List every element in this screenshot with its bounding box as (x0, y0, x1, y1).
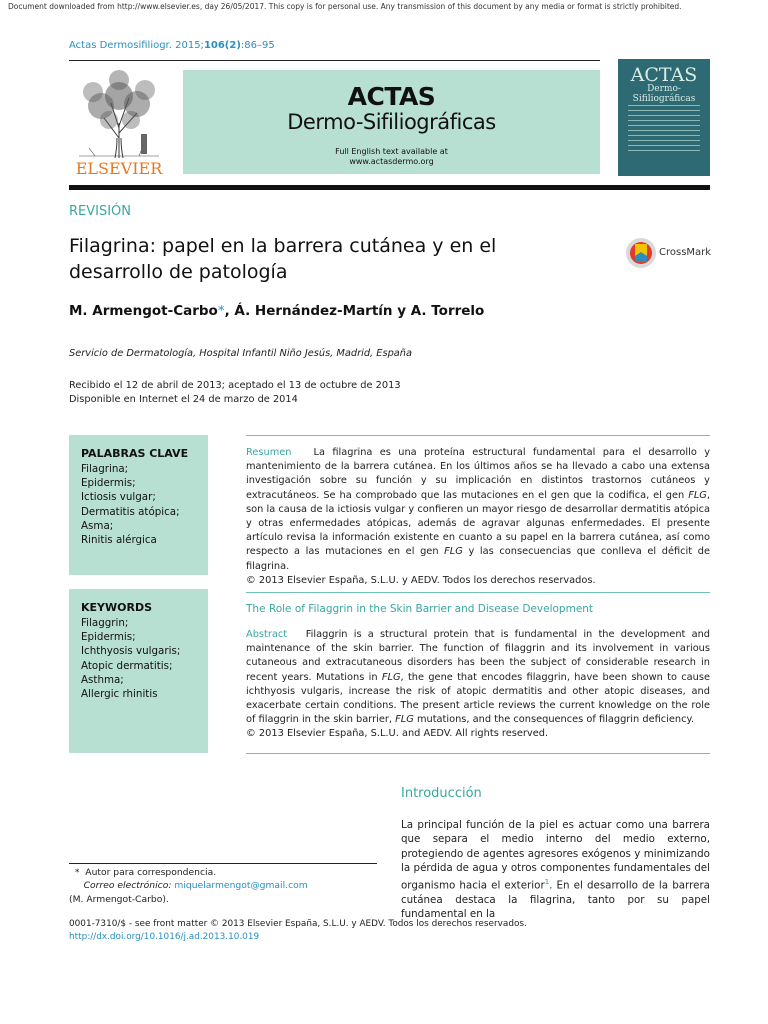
gene-name: FLG (444, 546, 463, 558)
masthead-title-dermo: Dermo-Sifiliográficas (287, 110, 496, 134)
crossmark-label: CrossMark (659, 247, 712, 258)
keyword-item: Rinitis alérgica (81, 534, 157, 547)
journal-citation[interactable] (69, 40, 275, 51)
keyword-item: Filagrina; (81, 463, 129, 475)
english-title: The Role of Filaggrin in the Skin Barrier and Disease Development (246, 603, 594, 615)
footnote-author-name: (M. Armengot-Carbo). (69, 893, 169, 905)
article-title: Filagrina: papel en la barrera cutánea y en el desarrollo de patología (69, 235, 497, 283)
crossmark-badge[interactable] (625, 236, 720, 270)
resumen-bottom-rule (246, 592, 710, 593)
footnote-rule (69, 863, 377, 864)
online-date: Disponible en Internet el 24 de marzo de 2014 (69, 394, 298, 405)
english-note-url[interactable]: www.actasdermo.org (349, 157, 434, 166)
download-notice: Document downloaded from http://www.elsevier.es, day 26/05/2017. This copy is for personal use. Any transmission of this document by any media or format is strictly prohibited. (8, 2, 682, 11)
elsevier-wordmark: ELSEVIER (75, 159, 163, 176)
keyword-item: Asma; (81, 519, 114, 532)
keyword-item: Epidermis; (81, 477, 136, 490)
author-rest: , Á. Hernández-Martín y A. Torrelo (224, 303, 485, 319)
citation-journal: Actas Dermosifiliogr. 2015; (69, 40, 204, 51)
received-date: Recibido el 12 de abril de 2013; aceptado el 13 de octubre de 2013 (69, 380, 401, 391)
elsevier-logo (69, 68, 169, 176)
intro-heading: Introducción (401, 786, 482, 801)
citation-volume: 106(2) (203, 40, 241, 51)
author-first: M. Armengot-Carbo (69, 303, 218, 319)
masthead-thick-rule (69, 185, 710, 190)
resumen-top-rule (246, 435, 710, 436)
cover-subtitle: Dermo-Sifiliográficas (632, 84, 696, 104)
correspondence-footnote (69, 866, 308, 906)
crossmark-icon (625, 236, 657, 270)
keyword-item: Allergic rhinitis (81, 688, 158, 701)
intro-paragraph: La principal función de la piel es actuar como una barrera que separa el medio interno del medio externo, protegiendo de agentes agresores exógenos y minimizando la pérdida de agua y otros componentes fundamentales del organismo hacia el exterior$^1$. En el desarrollo de la barrera cutánea destaca la filagrina, tanto por su papel fundamental en la (401, 819, 710, 921)
journal-masthead (183, 70, 600, 174)
keywords-en-box (69, 589, 208, 753)
corresponding-author-marker[interactable]: * (217, 303, 225, 319)
elsevier-tree-icon (69, 68, 169, 176)
keywords-en-list (81, 616, 180, 701)
keyword-item: Ichthyosis vulgaris; (81, 645, 181, 658)
author-email-link[interactable]: miquelarmengot@gmail.com (174, 880, 308, 892)
article-section: REVISIÓN (69, 204, 132, 219)
keywords-es-list (81, 462, 180, 547)
cover-title: ACTAS (630, 64, 698, 86)
journal-cover-thumbnail (618, 59, 710, 176)
header-rule (69, 60, 600, 61)
abstract-copyright: © 2013 Elsevier España, S.L.U. and AEDV. All rights reserved. (246, 728, 549, 740)
keyword-item: Ictiosis vulgar; (81, 491, 156, 504)
resumen-label: Resumen (246, 447, 292, 458)
resumen-copyright: © 2013 Elsevier España, S.L.U. y AEDV. Todos los derechos reservados. (246, 574, 596, 586)
keyword-item: Dermatitis atópica; (81, 505, 180, 518)
cover-text-lines (628, 105, 700, 155)
doi-link[interactable]: http://dx.doi.org/10.1016/j.ad.2013.10.019 (69, 931, 260, 942)
reference-link[interactable]: 1 (544, 878, 550, 887)
affiliation: Servicio de Dermatología, Hospital Infantil Niño Jesús, Madrid, España (69, 348, 413, 359)
footnote-label: Autor para correspondencia. (85, 867, 217, 878)
keyword-item: Epidermis; (81, 631, 136, 644)
keyword-item: Filaggrin; (81, 617, 129, 629)
abstract-label: Abstract (246, 629, 288, 640)
keywords-es-heading: PALABRAS CLAVE (81, 447, 189, 460)
keywords-es-box (69, 435, 208, 575)
masthead-title-actas: ACTAS (347, 82, 436, 111)
email-label: Correo electrónico: (83, 880, 172, 892)
gene-name: FLG (688, 489, 707, 501)
article-dates (69, 379, 401, 407)
gene-name: FLG (381, 671, 401, 683)
abstract-paragraph: Abstract Filaggrin is a structural protein that is fundamental in the development and maintenance of the skin barrier. The function of filaggrin and its involvement in various cutaneous and extracutaneous disorders has been the subject of considerable research in recent years. Mutations in FLG, the gene that encodes filaggrin, have been shown to cause ichthyosis vulgaris, increase the risk of atopic dermatitis and other atopic diseases, and exacerbate certain conditions. The present article reviews the current knowledge on the role of filaggrin in the skin barrier, FLG mutations, and the consequences of filaggrin deficiency. © 2013 Elsevier España, S.L.U. and AEDV. All rights reserved. (246, 628, 710, 742)
keywords-en-heading: KEYWORDS (81, 601, 153, 614)
abstract-bottom-rule (246, 753, 710, 754)
english-availability-note (183, 147, 600, 167)
citation-pages: :86–95 (240, 40, 275, 51)
footnote-marker: * (74, 867, 80, 878)
resumen-paragraph: Resumen La filagrina es una proteína estructural fundamental para el desarrollo y mantenimiento de la barrera cutánea. En los últimos años se ha llevado a cabo una extensa investigación sobre su función y su implicación en distintos trastornos cutáneos y extracutáneos. Se ha comprobado que las mutaciones en el gen que la codifica, el gen FLG, son la causa de la ictiosis vulgar y confieren un mayor riesgo de desarrollar dermatitis atópica y otras enfermedades atópicas, además de agravar algunas enfermedades. El presente artículo revisa la información existente en cuanto a su papel en la barrera cutánea, así como respecto a las mutaciones en el gen FLG y las consecuencias que conlleva el déficit de filagrina. © 2013 Elsevier España, S.L.U. y AEDV. Todos los derechos reservados. (246, 446, 710, 588)
keyword-item: Atopic dermatitis; (81, 659, 173, 672)
front-matter-text: 0001-7310/$ - see front matter © 2013 Elsevier España, S.L.U. y AEDV. Todos los derechos reservados. (69, 919, 527, 929)
front-matter (69, 918, 527, 943)
gene-name: FLG (395, 714, 414, 726)
english-note-line1: Full English text available at (335, 147, 448, 156)
keyword-item: Asthma; (81, 673, 124, 686)
author-list (69, 303, 484, 319)
